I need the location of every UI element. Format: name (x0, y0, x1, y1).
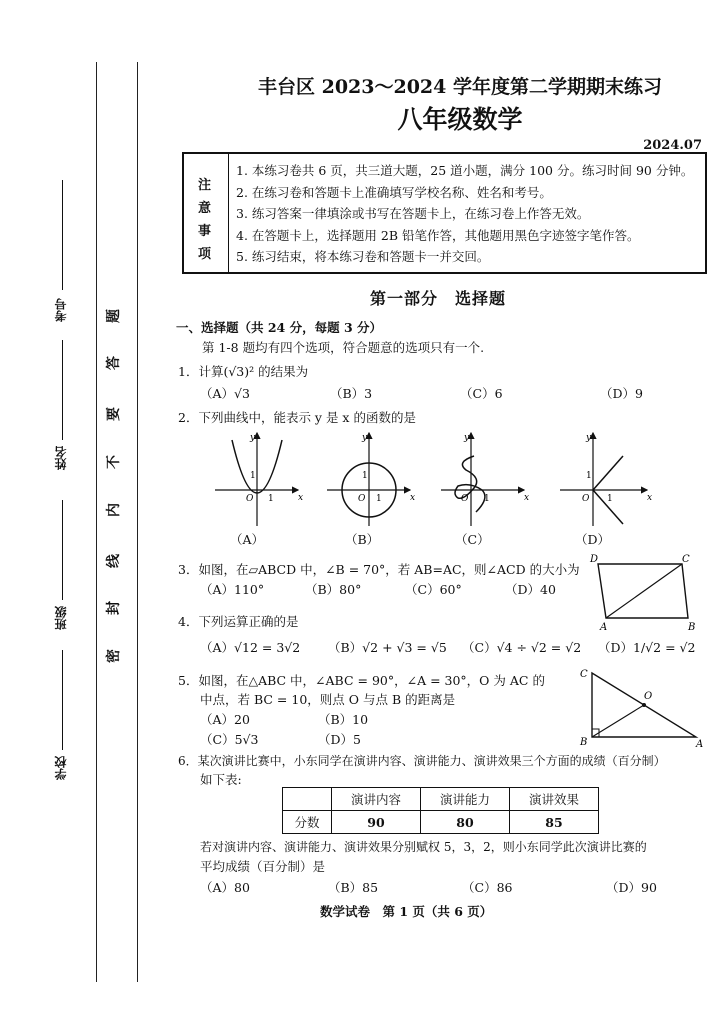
q5-stem-line2: 中点，若 BC = 10，则点 O 与点 B 的距离是 (200, 692, 456, 707)
tick-one-label: 1 (484, 494, 490, 504)
notice-heading-char: 事 (198, 224, 212, 239)
q3-stem: 3．如图，在▱ABCD 中，∠B = 70°，若 AB=AC，则∠ACD 的大小为 (178, 562, 580, 577)
graph-b-circle (327, 433, 415, 526)
xingming-underline (62, 340, 63, 440)
tick-one-label: 1 (250, 471, 256, 481)
q2-option-c: （C） (455, 532, 490, 547)
origin-label: O (461, 494, 469, 504)
seal-char: 答 (106, 356, 122, 370)
notice-heading (184, 154, 229, 272)
seal-char: 不 (106, 455, 122, 469)
axis-x-label: x (410, 493, 416, 503)
seal-char: 密 (106, 649, 122, 663)
q6-stem-line4: 平均成绩（百分制）是 (200, 859, 326, 874)
notice-heading-char: 意 (198, 201, 212, 216)
q3-option-c: （C）60° (405, 582, 462, 597)
subject-title: 八年级数学 (397, 105, 523, 134)
tick-one-label: 1 (586, 471, 592, 481)
q1-option-a: （A）√3 (200, 386, 250, 401)
kaohao-underline (62, 180, 63, 290)
axis-x-label: x (524, 493, 530, 503)
axis-y-label: y (464, 433, 470, 443)
q5-option-d: （D）5 (318, 732, 361, 747)
q5-stem-line1: 5．如图，在△ABC 中，∠ABC = 90°，∠A = 30°，O 为 AC 的 (178, 673, 545, 688)
q3-option-d: （D）40 (505, 582, 556, 597)
q4-option-c: （C）√4 ÷ √2 = √2 (462, 640, 582, 655)
exam-date: 2024.07 (643, 138, 702, 153)
label-banji: 班级 (54, 606, 68, 630)
section-heading: 一、选择题（共 24 分，每题 3 分） (176, 320, 383, 335)
graph-d-lines (560, 433, 652, 526)
axis-y-label: y (586, 433, 592, 443)
seal-char: 封 (106, 601, 122, 615)
table-cell: 85 (510, 811, 599, 834)
binding-strip (0, 0, 160, 1024)
binding-line-right (137, 62, 138, 982)
notice-heading-char: 注 (198, 178, 212, 193)
q5-option-c: （C）5√3 (200, 732, 259, 747)
tick-one-label: 1 (362, 471, 368, 481)
graph-c-curve (441, 433, 529, 526)
table-row (283, 788, 599, 811)
axis-x-label: x (647, 493, 653, 503)
table-cell: 演讲能力 (421, 788, 510, 811)
table-cell: 90 (332, 811, 421, 834)
q6-stem-line3: 若对演讲内容、演讲能力、演讲效果分别赋权 5，3，2，则小东同学此次演讲比赛的 (200, 840, 647, 854)
part1-title: 第一部分 选择题 (370, 289, 507, 308)
q6-stem-line2: 如下表: (200, 772, 242, 787)
q1-option-b: （B）3 (330, 386, 373, 401)
q2-option-b: （B） (345, 532, 380, 547)
notice-item: 3. 练习答案一律填涂或书写在答题卡上，在练习卷上作答无效。 (236, 206, 590, 221)
q6-option-b: （B）85 (328, 880, 379, 895)
vertex-label: A (696, 739, 704, 750)
q1-stem: 1．计算(√3)² 的结果为 (178, 364, 309, 379)
vertex-label: C (580, 669, 588, 680)
table-cell: 分数 (283, 811, 332, 834)
table-cell: 演讲内容 (332, 788, 421, 811)
label-xingming: 姓名 (54, 446, 68, 470)
table-cell: 演讲效果 (510, 788, 599, 811)
seal-char: 线 (106, 554, 122, 568)
origin-label: O (358, 494, 366, 504)
q3-option-b: （B）80° (305, 582, 362, 597)
tick-one-label: 1 (376, 494, 382, 504)
q6-stem-line1: 6．某次演讲比赛中，小东同学在演讲内容、演讲能力、演讲效果三个方面的成绩（百分制） (178, 754, 666, 768)
q4-stem: 4．下列运算正确的是 (178, 614, 299, 629)
exam-title: 丰台区 2023～2024 学年度第二学期期末练习 (258, 76, 662, 98)
notice-item: 2. 在练习卷和答题卡上准确填写学校名称、姓名和考号。 (236, 184, 552, 200)
q6-option-a: （A）80 (200, 880, 250, 895)
q2-option-d: （D） (575, 532, 611, 547)
q3-parallelogram-figure (588, 552, 698, 632)
seal-char: 内 (106, 503, 122, 517)
score-table (282, 787, 599, 834)
q4-option-b: （B）√2 + √3 = √5 (328, 640, 447, 655)
notice-item: 4. 在答题卡上，选择题用 2B 铅笔作答，其他题用黑色字迹签字笔作答。 (236, 227, 640, 243)
q6-option-d: （D）90 (606, 880, 657, 895)
label-kaohao: 考号 (54, 298, 68, 322)
origin-label: O (582, 494, 590, 504)
q6-option-c: （C）86 (462, 880, 513, 895)
seal-char: 题 (106, 309, 122, 323)
seal-char: 要 (106, 407, 122, 421)
binding-line-left (96, 62, 97, 982)
q4-option-a: （A）√12 = 3√2 (200, 640, 301, 655)
vertex-label: C (682, 554, 690, 565)
q4-option-d: （D）1/√2 = √2 (598, 640, 696, 655)
table-cell: 80 (421, 811, 510, 834)
page-footer: 数学试卷 第 1 页（共 6 页） (320, 904, 493, 919)
notice-items (236, 160, 701, 268)
notice-item: 5. 练习结束，将本练习卷和答题卡一并交回。 (236, 249, 490, 264)
q5-triangle-figure (578, 665, 708, 751)
q5-option-b: （B）10 (318, 712, 369, 727)
table-row (283, 811, 599, 834)
q2-stem: 2．下列曲线中，能表示 y 是 x 的函数的是 (178, 410, 416, 425)
vertex-label: B (688, 622, 696, 632)
tick-one-label: 1 (268, 494, 274, 504)
tick-one-label: 1 (607, 494, 613, 504)
axis-y-label: y (250, 433, 256, 443)
q5-option-a: （A）20 (200, 712, 250, 727)
notice-heading-char: 项 (198, 247, 212, 262)
section-instruction: 第 1-8 题均有四个选项，符合题意的选项只有一个. (202, 340, 485, 355)
label-xuexiao: 学校 (54, 756, 68, 780)
q1-option-c: （C）6 (460, 386, 503, 401)
vertex-label: O (644, 691, 653, 702)
banji-underline (62, 500, 63, 600)
vertex-label: B (580, 737, 588, 748)
axis-x-label: x (298, 493, 304, 503)
q3-option-a: （A）110° (200, 582, 265, 597)
q2-graphs (210, 428, 660, 528)
axis-y-label: y (362, 433, 368, 443)
q1-option-d: （D）9 (600, 386, 643, 401)
graph-a-parabola (215, 433, 303, 526)
q2-option-a: （A） (230, 532, 265, 547)
vertex-label: A (600, 622, 608, 632)
vertex-label: D (590, 554, 599, 565)
table-cell (283, 788, 332, 811)
origin-label: O (246, 494, 254, 504)
xuexiao-underline (62, 650, 63, 750)
notice-box (182, 152, 707, 274)
notice-item: 1. 本练习卷共 6 页，共三道大题，25 道小题，满分 100 分。练习时间 90 分钟。 (236, 163, 694, 178)
